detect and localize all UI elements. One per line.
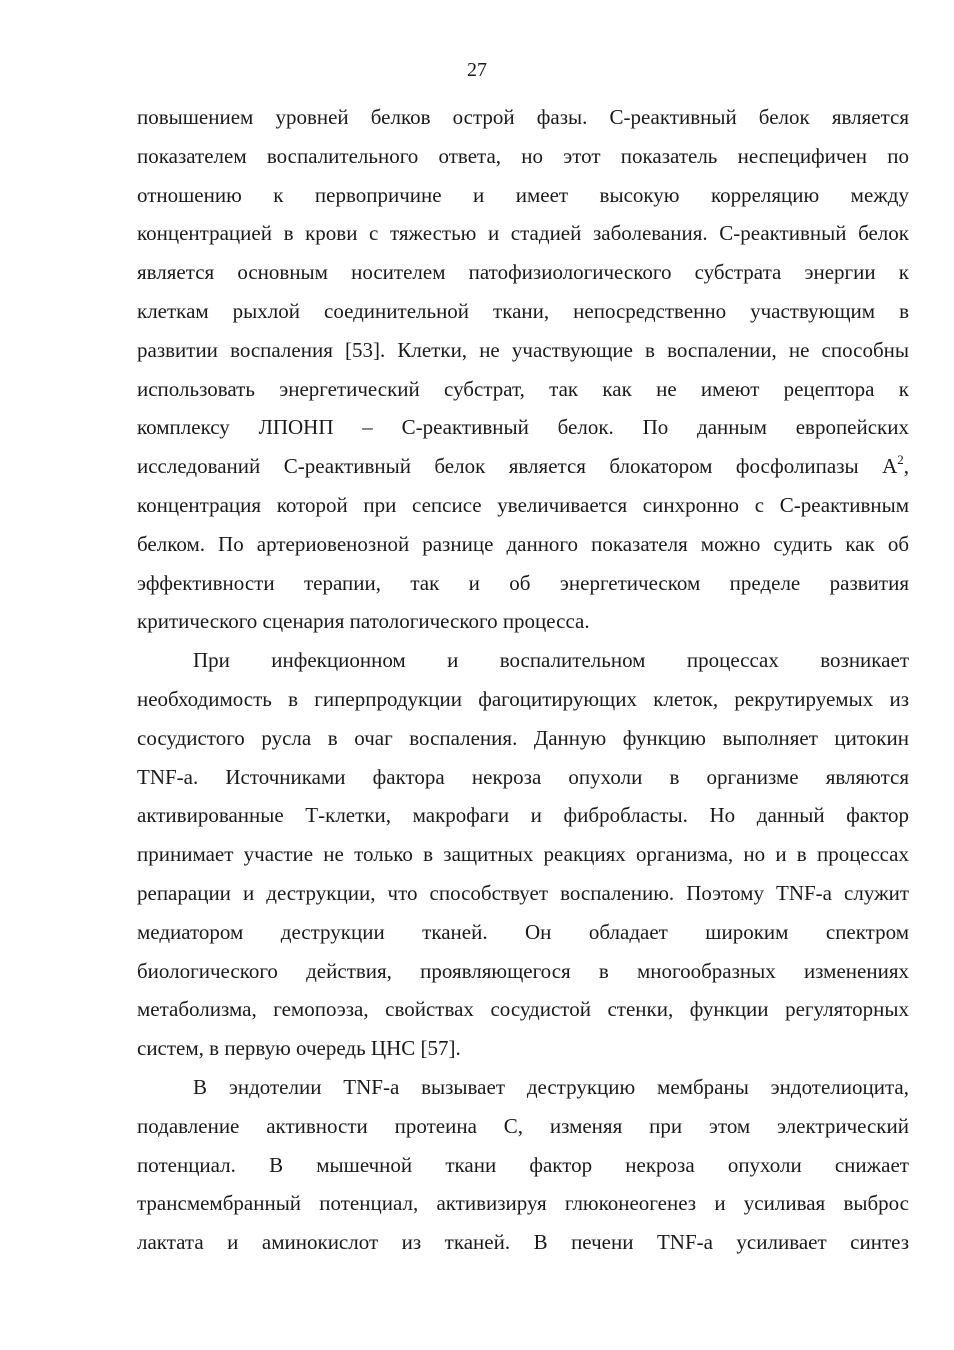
text-line: концентрацией в крови с тяжестью и стадией заболевания. С-реактивный белок: [137, 221, 909, 246]
body-text: [137, 98, 909, 1262]
text-line: систем, в первую очередь ЦНС [57].: [137, 1036, 461, 1061]
text-line: является основным носителем патофизиологического субстрата энергии к: [137, 260, 909, 285]
text-line: критического сценария патологического процесса.: [137, 609, 590, 634]
text-line: трансмембранный потенциал, активизируя глюконеогенез и усиливая выброс: [137, 1191, 909, 1216]
text-line: биологического действия, проявляющегося в многообразных изменениях: [137, 958, 909, 983]
text-line: отношению к первопричине и имеет высокую корреляцию между: [137, 182, 909, 207]
text-line: [137, 447, 909, 486]
text-line: развитии воспаления [53]. Клетки, не участвующие в воспалении, не способны: [137, 337, 909, 362]
text-line: метаболизма, гемопоэза, свойствах сосудистой стенки, функции регуляторных: [137, 997, 909, 1022]
text-line: повышением уровней белков острой фазы. С-реактивный белок является: [137, 105, 909, 129]
text-line: сосудистого русла в очаг воспаления. Данную функцию выполняет цитокин: [137, 725, 909, 750]
text-line: эффективности терапии, так и об энергетическом пределе развития: [137, 570, 909, 595]
text-line: показателем воспалительного ответа, но этот показатель неспецифичен по: [137, 143, 909, 168]
page-number: 27: [467, 59, 487, 81]
superscript: 2: [897, 452, 904, 468]
paragraph-first-line: В эндотелии TNF-a вызывает деструкцию мембраны эндотелиоцита,: [193, 1074, 909, 1099]
text-line: репарации и деструкции, что способствует воспалению. Поэтому TNF-a служит: [137, 880, 909, 905]
paragraph-first-line: При инфекционном и воспалительном процессах возникает: [193, 648, 909, 673]
text-line: медиатором деструкции тканей. Он обладает широким спектром: [137, 919, 909, 944]
text-line: концентрация которой при сепсисе увеличивается синхронно с С-реактивным: [137, 492, 909, 517]
text-line: подавление активности протеина С, изменяя при этом электрический: [137, 1113, 909, 1138]
text-line: TNF-a. Источниками фактора некроза опухоли в организме являются: [137, 764, 909, 789]
text-line: клеткам рыхлой соединительной ткани, непосредственно участвующим в: [137, 298, 909, 323]
text-line-main: исследований С-реактивный белок является блокатором фосфолипазы А: [137, 454, 898, 479]
text-line: использовать энергетический субстрат, так как не имеют рецептора к: [137, 376, 909, 401]
text-line: лактата и аминокислот из тканей. В печени TNF-a усиливает синтез: [137, 1230, 909, 1255]
text-line: белком. По артериовенозной разнице данного показателя можно судить как об: [137, 531, 909, 556]
text-line: потенциал. В мышечной ткани фактор некроза опухоли снижает: [137, 1152, 909, 1177]
text-line-tail: ,: [903, 454, 909, 479]
text-line: активированные Т-клетки, макрофаги и фибробласты. Но данный фактор: [137, 803, 909, 828]
text-line: принимает участие не только в защитных реакциях организма, но и в процессах: [137, 842, 909, 867]
text-line: необходимость в гиперпродукции фагоцитирующих клеток, рекрутируемых из: [137, 686, 909, 711]
text-line: комплексу ЛПОНП – С-реактивный белок. По данным европейских: [137, 415, 909, 440]
